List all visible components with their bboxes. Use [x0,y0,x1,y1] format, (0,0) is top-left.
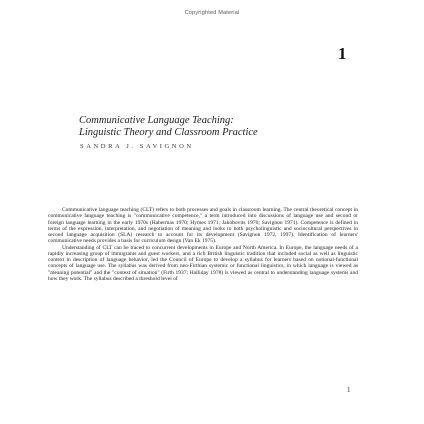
chapter-title [79,115,379,138]
chapter-number: 1 [338,44,347,63]
body-text [48,207,358,282]
body-paragraph-2: Understanding of CLT can be traced to concurrent developments in Europe and North America. In Europe, the language needs of a rapidly increasing group of immigrants and guest workers, and a rich British linguistic tradition that included social as well as linguistic context in description of language behavior, led the Council of Europe to develop a syllabus for learners based on notional-functional concepts of language use. The syllabus was derived from neo-Firthian systemic or functional linguistics, in which language is viewed as "meaning potential" and the "context of situation" (Firth 1937; Halliday 1978) is viewed as central to understanding language systems and how they work. The syllabus described a threshold level of [48,244,358,282]
page-mark: 1 [347,386,351,394]
chapter-title-line-2: Linguistic Theory and Classroom Practice [79,126,258,138]
chapter-author: SANDRA J. SAVIGNON [80,143,194,150]
copyright-watermark: Copyrighted Material [184,10,240,16]
body-paragraph-1: Communicative language teaching (CLT) refers to both processes and goals in classroom learning. The central theoretical concept in communicative language teaching is "communicative competence," a term introduced into discussions of language use and second or foreign language learning in the early 1970s (Habermas 1970; Hymes 1971; Jakobovits 1970; Savignon 1971). Competence is defined in terms of the expression, interpretation, and negotiation of meaning and looks to both psycholinguistic and sociocultural perspectives in second language acquisition (SLA) research to account for its development (Savignon 1972, 1997). Identification of learners' communicative needs provides a basis for curriculum design (Van Ek 1975). [48,207,358,245]
chapter-title-line-1: Communicative Language Teaching: [79,115,234,126]
